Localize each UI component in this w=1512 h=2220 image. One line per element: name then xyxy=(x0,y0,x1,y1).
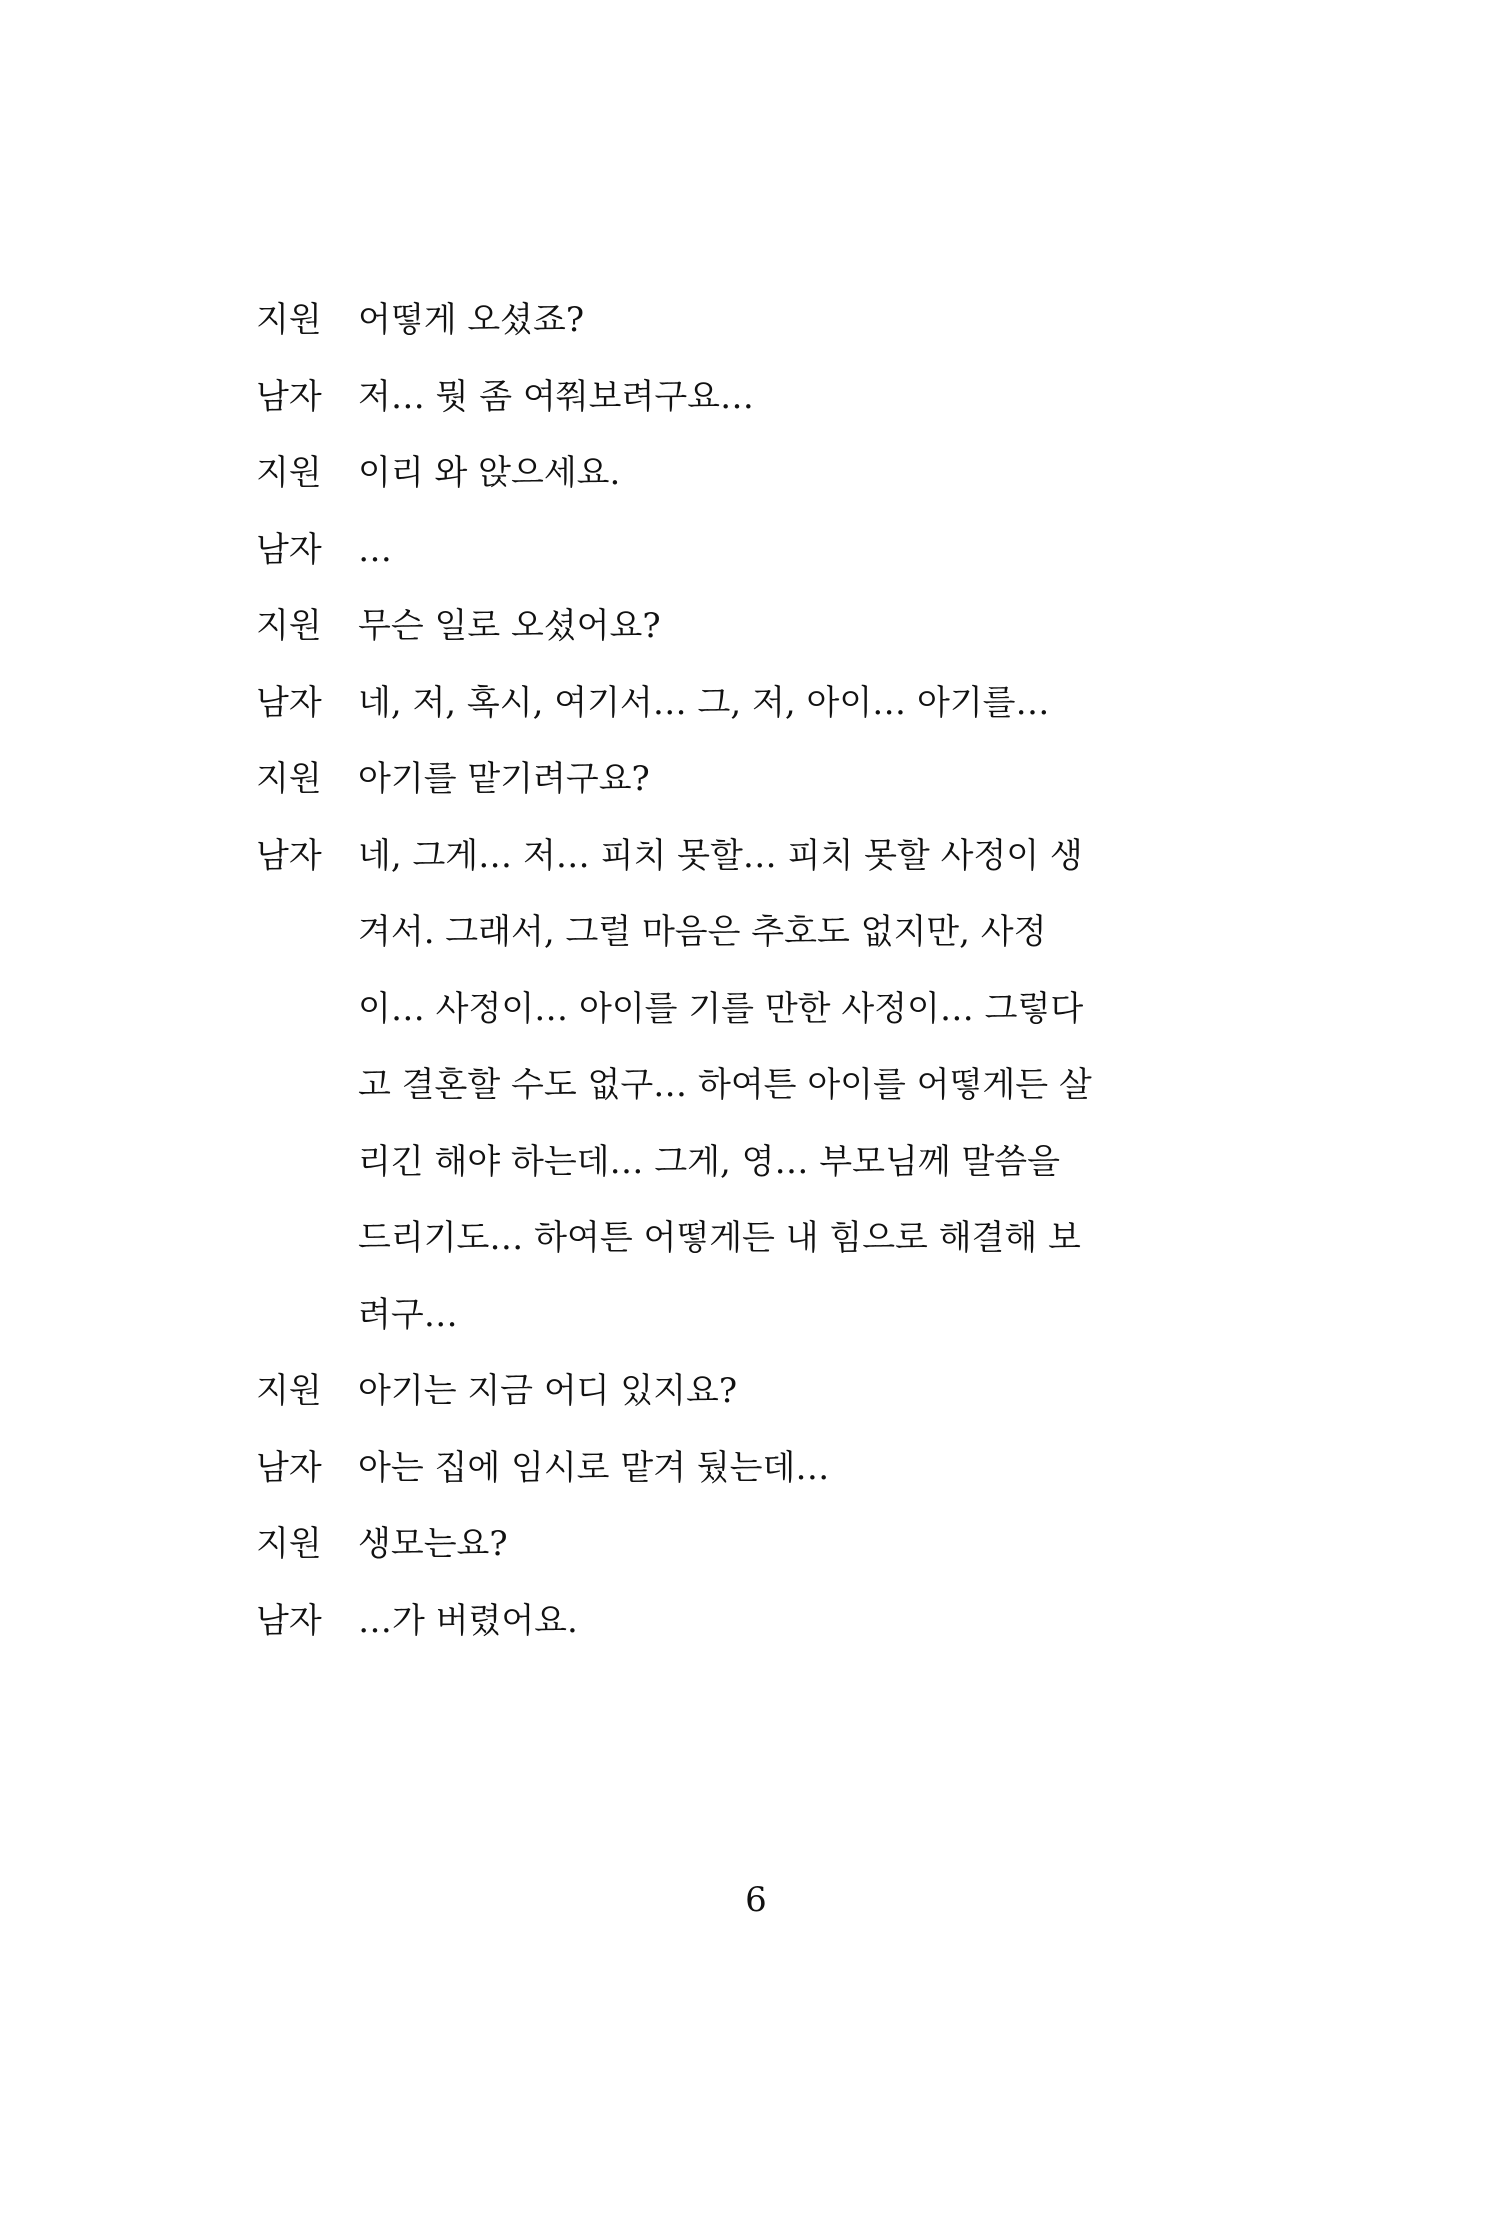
dialogue-text: … xyxy=(358,529,392,570)
speaker-name: 지원 xyxy=(256,1524,322,1564)
speaker-name: 지원 xyxy=(256,1371,322,1411)
dialogue-text: 아기를 맡기려구요? xyxy=(358,759,650,799)
dialogue-text: 어떻게 오셨죠? xyxy=(358,300,585,340)
dialogue-line xyxy=(256,665,1186,742)
dialogue-continuation-line xyxy=(256,894,1186,971)
dialogue-text: …가 버렸어요. xyxy=(358,1600,578,1641)
dialogue-line xyxy=(256,588,1186,665)
dialogue-continuation-line xyxy=(256,1200,1186,1277)
speaker-name: 남자 xyxy=(256,1600,322,1641)
dialogue-text: 고 결혼할 수도 없구… 하여튼 아이를 어떻게든 살 xyxy=(358,1065,1092,1105)
dialogue-line xyxy=(256,741,1186,818)
dialogue-line xyxy=(256,512,1186,589)
speaker-name: 남자 xyxy=(256,835,322,876)
dialogue-text: 려구… xyxy=(358,1294,458,1335)
dialogue-text: 아기는 지금 어디 있지요? xyxy=(358,1371,738,1411)
dialogue-text: 이… 사정이… 아이를 기를 만한 사정이… 그렇다 xyxy=(358,988,1084,1029)
speaker-name: 남자 xyxy=(256,682,322,723)
page-number: 6 xyxy=(745,1880,767,1920)
dialogue-text: 아는 집에 임시로 맡겨 뒀는데… xyxy=(358,1447,830,1488)
speaker-name: 지원 xyxy=(256,453,322,493)
dialogue-text: 생모는요? xyxy=(358,1524,508,1564)
dialogue-line xyxy=(256,818,1186,895)
speaker-name: 지원 xyxy=(256,606,322,646)
speaker-name: 지원 xyxy=(256,300,322,340)
speaker-name: 남자 xyxy=(256,1447,322,1488)
dialogue-text: 네, 그게… 저… 피치 못할… 피치 못할 사정이 생 xyxy=(358,835,1083,876)
dialogue-text: 드리기도… 하여튼 어떻게든 내 힘으로 해결해 보 xyxy=(358,1218,1081,1258)
dialogue-line xyxy=(256,359,1186,436)
dialogue-text: 겨서. 그래서, 그럴 마음은 추호도 없지만, 사정 xyxy=(358,912,1047,952)
dialogue-line xyxy=(256,1353,1186,1430)
dialogue-text: 이리 와 앉으세요. xyxy=(358,453,621,493)
dialogue-script xyxy=(256,282,1186,1659)
dialogue-continuation-line xyxy=(256,1047,1186,1124)
dialogue-line xyxy=(256,435,1186,512)
speaker-name: 남자 xyxy=(256,376,322,417)
dialogue-continuation-line xyxy=(256,1124,1186,1201)
dialogue-line xyxy=(256,1430,1186,1507)
speaker-name: 남자 xyxy=(256,529,322,570)
dialogue-continuation-line xyxy=(256,971,1186,1048)
dialogue-text: 리긴 해야 하는데… 그게, 영… 부모님께 말씀을 xyxy=(358,1141,1060,1182)
dialogue-text: 무슨 일로 오셨어요? xyxy=(358,606,661,646)
speaker-name: 지원 xyxy=(256,759,322,799)
dialogue-line xyxy=(256,282,1186,359)
dialogue-continuation-line xyxy=(256,1277,1186,1354)
dialogue-text: 저… 뭣 좀 여쭤보려구요… xyxy=(358,376,755,417)
dialogue-text: 네, 저, 혹시, 여기서… 그, 저, 아이… 아기를… xyxy=(358,682,1050,723)
dialogue-line xyxy=(256,1506,1186,1583)
dialogue-line xyxy=(256,1583,1186,1660)
